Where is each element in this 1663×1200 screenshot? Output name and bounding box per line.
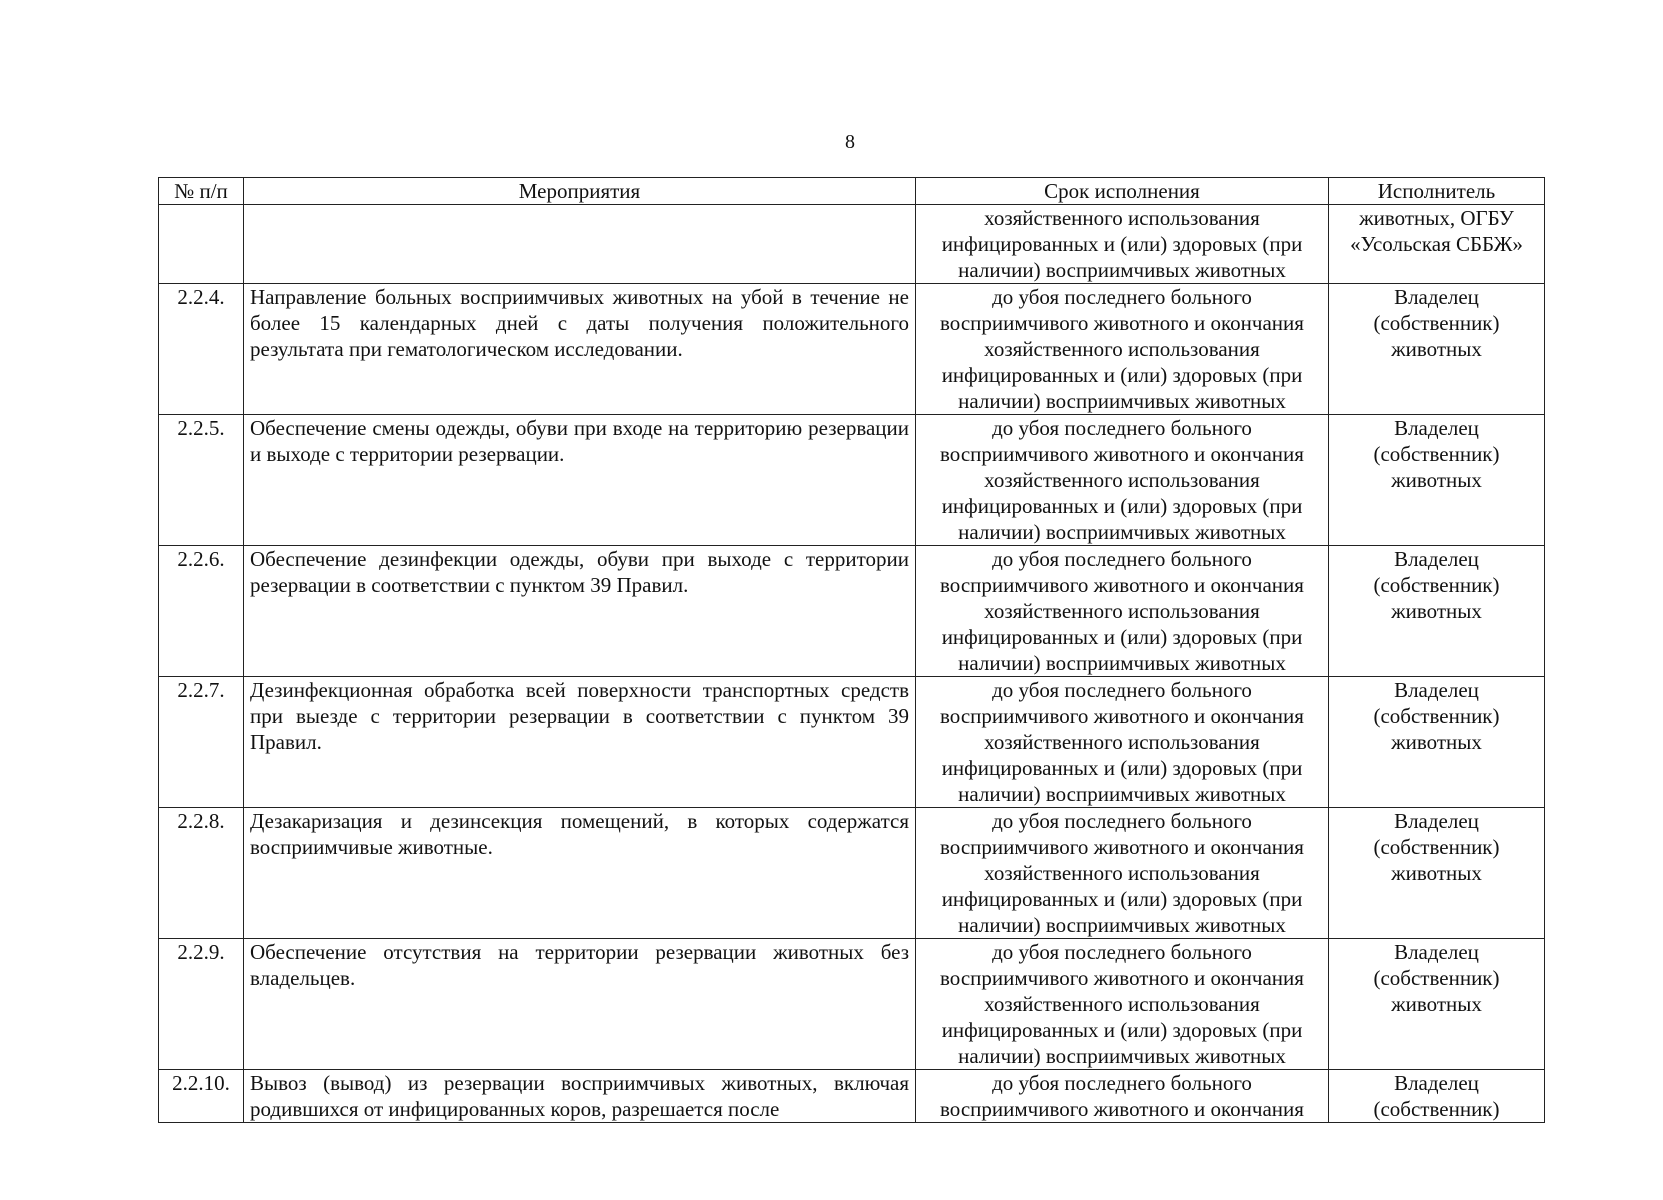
row-number: 2.2.8. — [159, 808, 244, 939]
row-number: 2.2.4. — [159, 284, 244, 415]
table-row — [159, 808, 1545, 939]
header-term: Срок исполнения — [916, 178, 1329, 205]
row-executor: Владелец (собственник) животных — [1329, 677, 1545, 808]
row-activity — [244, 205, 916, 284]
row-term: до убоя последнего больного восприимчивого животного и окончания хозяйственного использования инфицированных и (или) здоровых (при наличии) восприимчивых животных — [916, 546, 1329, 677]
row-executor: Владелец (собственник) — [1329, 1070, 1545, 1123]
header-num: № п/п — [159, 178, 244, 205]
row-number: 2.2.9. — [159, 939, 244, 1070]
table-row — [159, 546, 1545, 677]
row-activity: Обеспечение отсутствия на территории резервации животных без владельцев. — [244, 939, 916, 1070]
row-activity: Дезакаризация и дезинсекция помещений, в которых содержатся восприимчивые животные. — [244, 808, 916, 939]
row-activity: Обеспечение смены одежды, обуви при входе на территорию резервации и выходе с территории резервации. — [244, 415, 916, 546]
row-executor: Владелец (собственник) животных — [1329, 939, 1545, 1070]
table-header-row — [159, 178, 1545, 205]
row-number: 2.2.6. — [159, 546, 244, 677]
row-activity: Вывоз (вывод) из резервации восприимчивых животных, включая родившихся от инфицированных коров, разрешается после — [244, 1070, 916, 1123]
page-number: 8 — [845, 131, 855, 153]
table-row — [159, 284, 1545, 415]
row-number: 2.2.10. — [159, 1070, 244, 1123]
table-row — [159, 677, 1545, 808]
row-term: до убоя последнего больного восприимчивого животного и окончания хозяйственного использования инфицированных и (или) здоровых (при наличии) восприимчивых животных — [916, 284, 1329, 415]
row-term: до убоя последнего больного восприимчивого животного и окончания хозяйственного использования инфицированных и (или) здоровых (при наличии) восприимчивых животных — [916, 677, 1329, 808]
row-activity: Дезинфекционная обработка всей поверхности транспортных средств при выезде с территории резервации в соответствии с пунктом 39 Правил. — [244, 677, 916, 808]
row-executor: Владелец (собственник) животных — [1329, 808, 1545, 939]
row-executor: Владелец (собственник) животных — [1329, 546, 1545, 677]
row-term: до убоя последнего больного восприимчивого животного и окончания — [916, 1070, 1329, 1123]
row-executor: Владелец (собственник) животных — [1329, 415, 1545, 546]
table-row — [159, 939, 1545, 1070]
table-row — [159, 415, 1545, 546]
row-term: до убоя последнего больного восприимчивого животного и окончания хозяйственного использования инфицированных и (или) здоровых (при наличии) восприимчивых животных — [916, 939, 1329, 1070]
row-activity: Обеспечение дезинфекции одежды, обуви при выходе с территории резервации в соответствии с пунктом 39 Правил. — [244, 546, 916, 677]
row-number — [159, 205, 244, 284]
row-term: до убоя последнего больного восприимчивого животного и окончания хозяйственного использования инфицированных и (или) здоровых (при наличии) восприимчивых животных — [916, 808, 1329, 939]
row-executor: Владелец (собственник) животных — [1329, 284, 1545, 415]
table-row — [159, 205, 1545, 284]
measures-table — [158, 177, 1545, 1123]
row-executor: животных, ОГБУ «Усольская СББЖ» — [1329, 205, 1545, 284]
table-row — [159, 1070, 1545, 1123]
row-term: хозяйственного использования инфицированных и (или) здоровых (при наличии) восприимчивых животных — [916, 205, 1329, 284]
row-number: 2.2.7. — [159, 677, 244, 808]
row-term: до убоя последнего больного восприимчивого животного и окончания хозяйственного использования инфицированных и (или) здоровых (при наличии) восприимчивых животных — [916, 415, 1329, 546]
header-executor: Исполнитель — [1329, 178, 1545, 205]
header-activity: Мероприятия — [244, 178, 916, 205]
row-activity: Направление больных восприимчивых животных на убой в течение не более 15 календарных дней с даты получения положительного результата при гематологическом исследовании. — [244, 284, 916, 415]
row-number: 2.2.5. — [159, 415, 244, 546]
